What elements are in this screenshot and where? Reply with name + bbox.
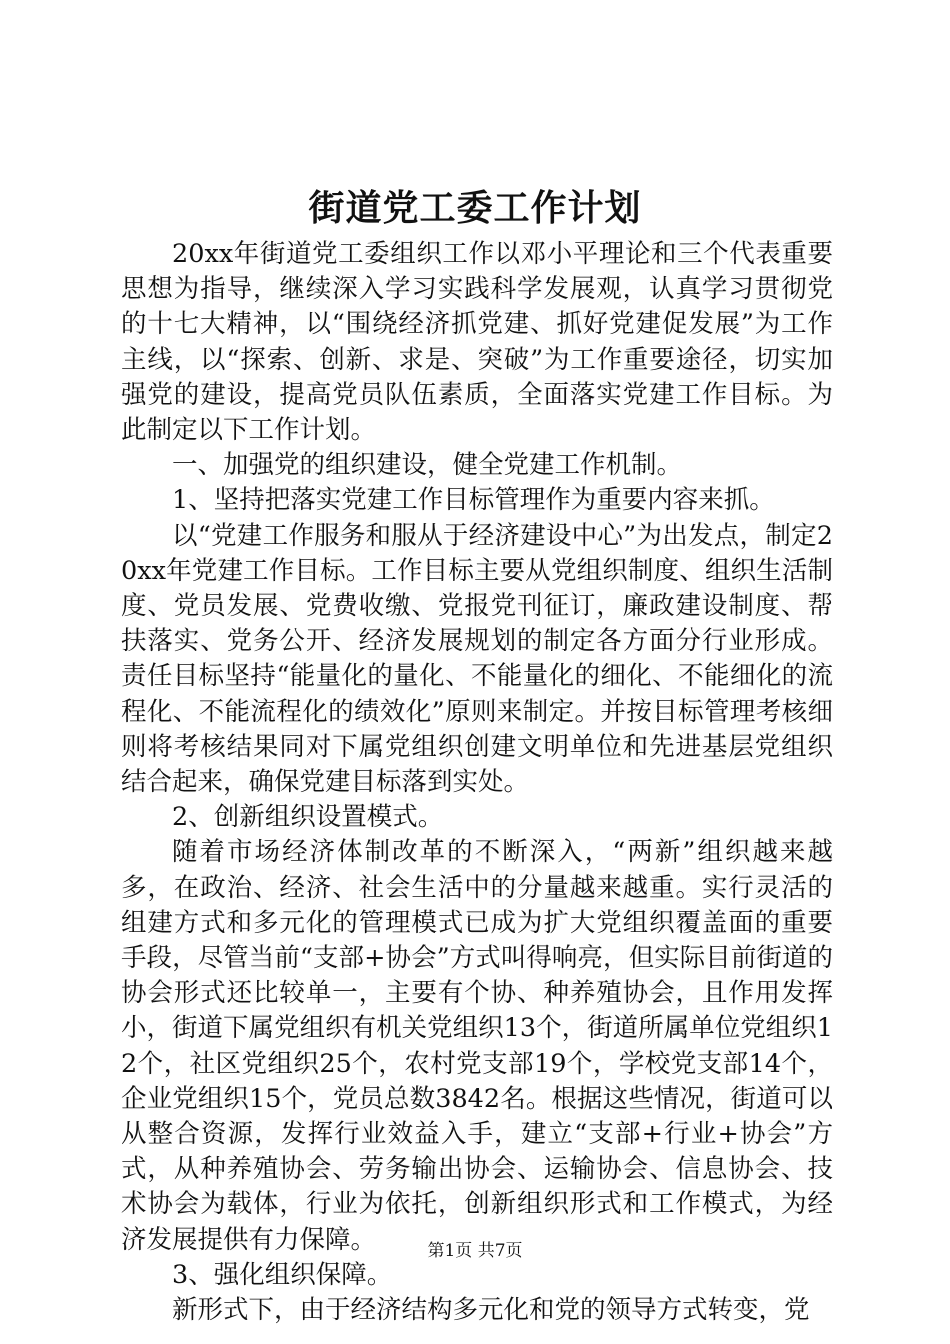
heading-item-3: 3、强化组织保障。 [172,1259,393,1290]
paragraph-item-3: 新形式下，由于经济结构多元化和党的领导方式转变，党 [172,1295,810,1326]
heading-item-1: 1、坚持把落实党建工作目标管理作为重要内容来抓。 [172,485,775,516]
heading-section-1: 一、加强党的组织建设，健全党建工作机制。 [172,450,683,481]
paragraph-intro: 20xx年街道党工委组织工作以邓小平理论和三个代表重要思想为指导，继续深入学习实践科学发展观，认真学习贯彻党的十七大精神，以“围绕经济抓党建、抓好党建促发展”为工作主线，以“探索、创新、求是、突破”为工作重要途径，切实加强党的建设，提高党员队伍素质，全面落实党建工作目标。为此制定以下工作计划。 [121,239,833,446]
paragraph-item-2: 随着市场经济体制改革的不断深入，“两新”组织越来越多，在政治、经济、社会生活中的分量越来越重。实行灵活的组建方式和多元化的管理模式已成为扩大党组织覆盖面的重要手段，尽管当前“支部+协会”方式叫得响亮，但实际目前街道的协会形式还比较单一，主要有个协、种养殖协会，且作用发挥小，街道下属党组织有机关党组织13个，街道所属单位党组织12个，社区党组织25个，农村党支部19个，学校党支部14个，企业党组织15个，党员总数3842名。根据这些情况，街道可以从整合资源，发挥行业效益入手，建立“支部+行业+协会”方式，从种养殖协会、劳务输出协会、运输协会、信息协会、技术协会为载体，行业为依托，创新组织形式和工作模式，为经济发展提供有力保障。 [121,837,833,1255]
page-number-footer: 第1页 共7页 [427,1241,523,1261]
heading-item-2: 2、创新组织设置模式。 [172,802,444,833]
document-body [121,237,833,1328]
paragraph-item-1: 以“党建工作服务和服从于经济建设中心”为出发点，制定20xx年党建工作目标。工作目标主要从党组织制度、组织生活制度、党员发展、党费收缴、党报党刊征订，廉政建设制度、帮扶落实、党务公开、经济发展规划的制定各方面分行业形成。责任目标坚持“能量化的量化、不能量化的细化、不能细化的流程化、不能流程化的绩效化”原则来制定。并按目标管理考核细则将考核结果同对下属党组织创建文明单位和先进基层党组织结合起来，确保党建目标落到实处。 [121,520,833,798]
document-title: 街道党工委工作计划 [308,187,642,229]
